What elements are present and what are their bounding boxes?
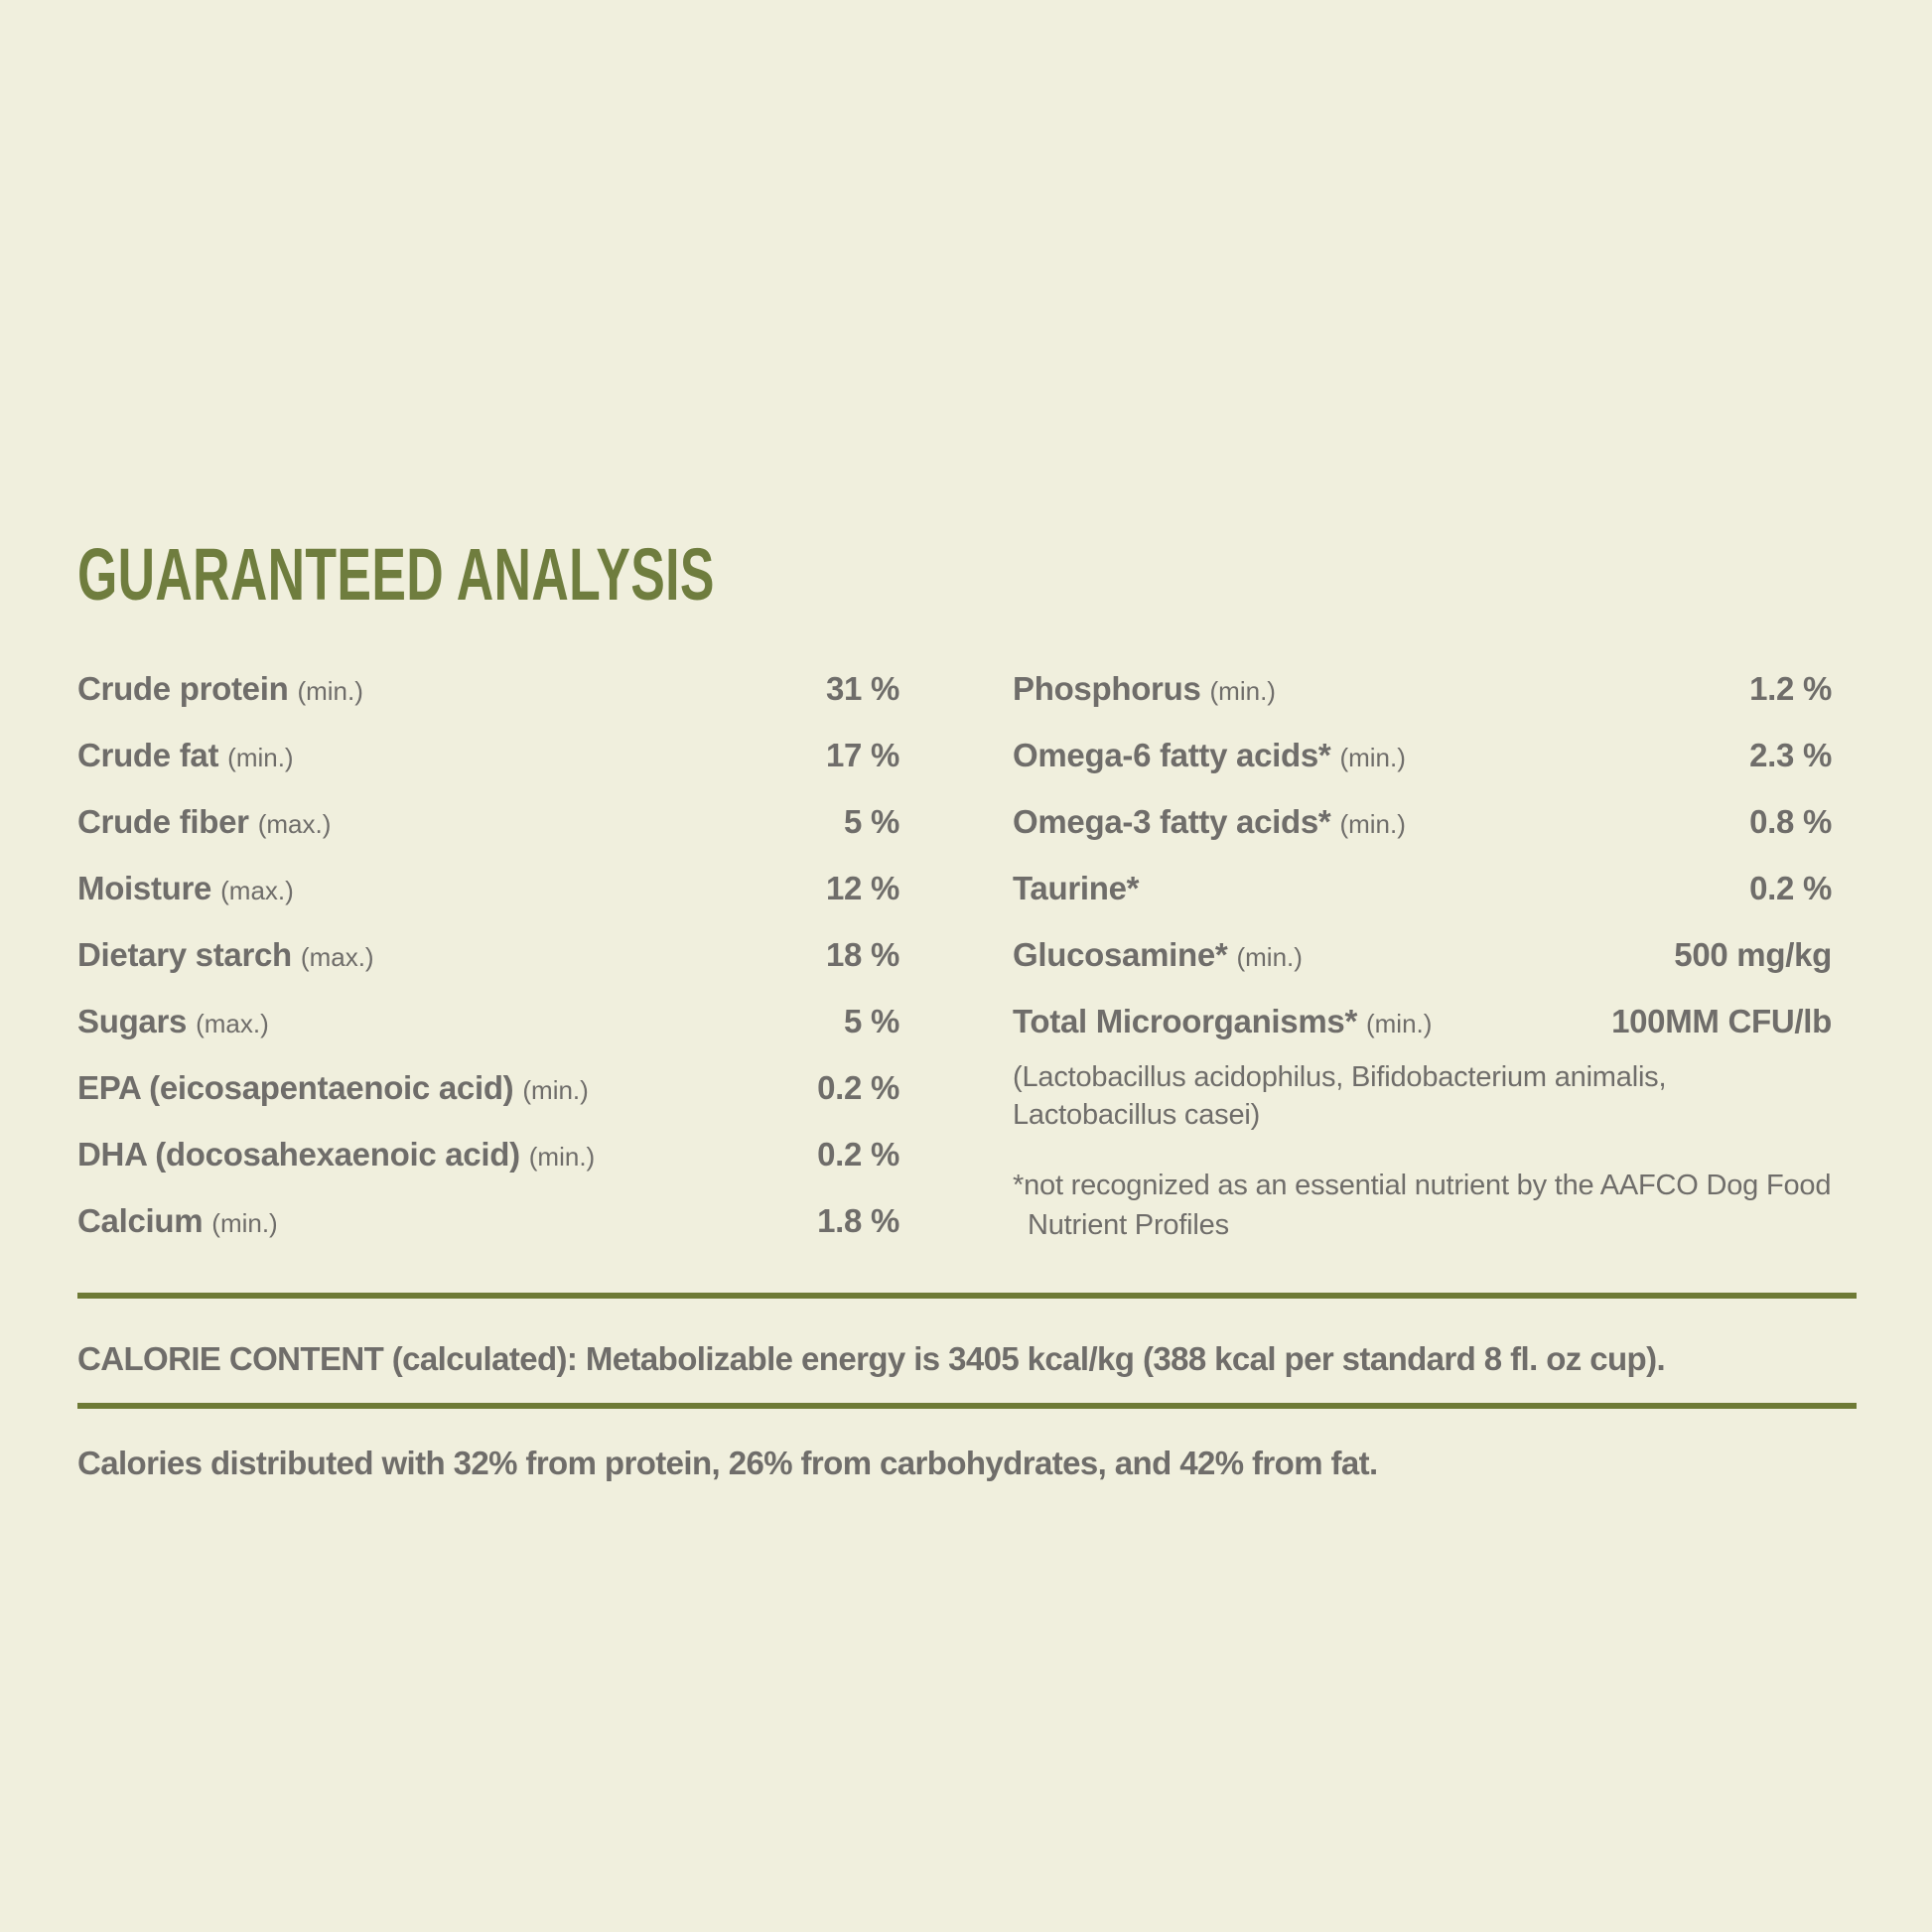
nutrient-row <box>77 855 899 921</box>
nutrient-label: Glucosamine* <box>1013 936 1228 973</box>
nutrient-label: Phosphorus <box>1013 670 1201 707</box>
nutrient-value: 0.2 % <box>1749 870 1832 906</box>
nutrient-label: Sugars <box>77 1003 188 1039</box>
nutrient-value: 5 % <box>844 803 899 840</box>
nutrient-qualifier: (min.) <box>1209 676 1276 706</box>
nutrient-qualifier: (max.) <box>300 942 374 972</box>
nutrient-row <box>77 788 899 855</box>
calorie-content-text: CALORIE CONTENT (calculated): Metabolizable energy is 3405 kcal/kg (388 kcal per standard 8 fl. oz cup). <box>77 1340 1666 1377</box>
nutrient-row <box>77 988 899 1054</box>
nutrient-value: 0.8 % <box>1749 803 1832 840</box>
nutrient-row <box>77 1054 899 1121</box>
divider-line-bottom <box>77 1403 1857 1409</box>
divider-line-top <box>77 1293 1857 1299</box>
nutrient-label: Total Microorganisms* <box>1013 1003 1357 1039</box>
nutrient-label: EPA (eicosapentaenoic acid) <box>77 1069 514 1106</box>
nutrient-value: 17 % <box>825 737 899 773</box>
nutrient-qualifier: (min.) <box>1339 743 1406 772</box>
nutrient-row <box>1013 655 1832 722</box>
nutrient-rowgroup-microorganisms <box>1013 988 1832 1134</box>
nutrient-value: 12 % <box>825 870 899 906</box>
nutrient-value: 18 % <box>825 936 899 973</box>
nutrient-label: Omega-3 fatty acids* <box>1013 803 1331 840</box>
nutrient-qualifier: (min.) <box>1236 942 1303 972</box>
nutrient-row <box>77 655 899 722</box>
nutrient-qualifier: (min.) <box>528 1142 596 1172</box>
nutrient-label: DHA (docosahexaenoic acid) <box>77 1136 520 1173</box>
nutrient-row <box>77 722 899 788</box>
nutrient-qualifier: (min.) <box>522 1075 589 1105</box>
nutrient-value: 0.2 % <box>817 1069 899 1106</box>
nutrient-qualifier: (min.) <box>1365 1009 1433 1038</box>
nutrient-qualifier: (min.) <box>1339 809 1406 839</box>
nutrient-label: Omega-6 fatty acids* <box>1013 737 1331 773</box>
nutrient-value: 500 mg/kg <box>1674 936 1832 973</box>
nutrient-qualifier: (max.) <box>196 1009 269 1038</box>
nutrient-label: Crude fiber <box>77 803 249 840</box>
nutrient-value: 100MM CFU/lb <box>1611 1003 1832 1039</box>
nutrient-label: Calcium <box>77 1202 204 1239</box>
nutrient-row <box>1013 921 1832 988</box>
analysis-right-column <box>1013 655 1832 1254</box>
nutrient-value: 31 % <box>825 670 899 707</box>
analysis-left-column <box>77 655 899 1254</box>
nutrient-qualifier: (max.) <box>257 809 332 839</box>
section-title: GUARANTEED ANALYSIS <box>77 533 715 616</box>
microorganisms-species-note: (Lactobacillus acidophilus, Bifidobacterium animalis, Lactobacillus casei) <box>1013 1061 1667 1131</box>
nutrient-value: 5 % <box>844 1003 899 1039</box>
nutrient-qualifier: (max.) <box>220 876 294 905</box>
nutrient-row <box>1013 788 1832 855</box>
nutrient-value: 1.2 % <box>1749 670 1832 707</box>
nutrient-row <box>1013 855 1832 921</box>
nutrient-label: Taurine* <box>1013 870 1140 906</box>
calorie-distribution-text: Calories distributed with 32% from protein, 26% from carbohydrates, and 42% from fat. <box>77 1445 1378 1481</box>
nutrient-qualifier: (min.) <box>227 743 294 772</box>
nutrient-label: Moisture <box>77 870 212 906</box>
nutrient-label: Crude protein <box>77 670 289 707</box>
analysis-columns <box>77 655 1832 1254</box>
nutrient-value: 1.8 % <box>817 1202 899 1239</box>
nutrient-row <box>1013 988 1832 1054</box>
nutrient-label: Crude fat <box>77 737 219 773</box>
nutrient-row <box>77 921 899 988</box>
nutrient-qualifier: (min.) <box>211 1208 278 1238</box>
nutrient-value: 0.2 % <box>817 1136 899 1173</box>
nutrient-value: 2.3 % <box>1749 737 1832 773</box>
nutrient-row <box>1013 722 1832 788</box>
nutrient-qualifier: (min.) <box>297 676 363 706</box>
aafco-footnote: *not recognized as an essential nutrient by the AAFCO Dog Food Nutrient Profiles <box>1013 1170 1832 1241</box>
nutrient-row <box>77 1187 899 1254</box>
nutrient-row <box>77 1121 899 1187</box>
nutrient-label: Dietary starch <box>77 936 292 973</box>
